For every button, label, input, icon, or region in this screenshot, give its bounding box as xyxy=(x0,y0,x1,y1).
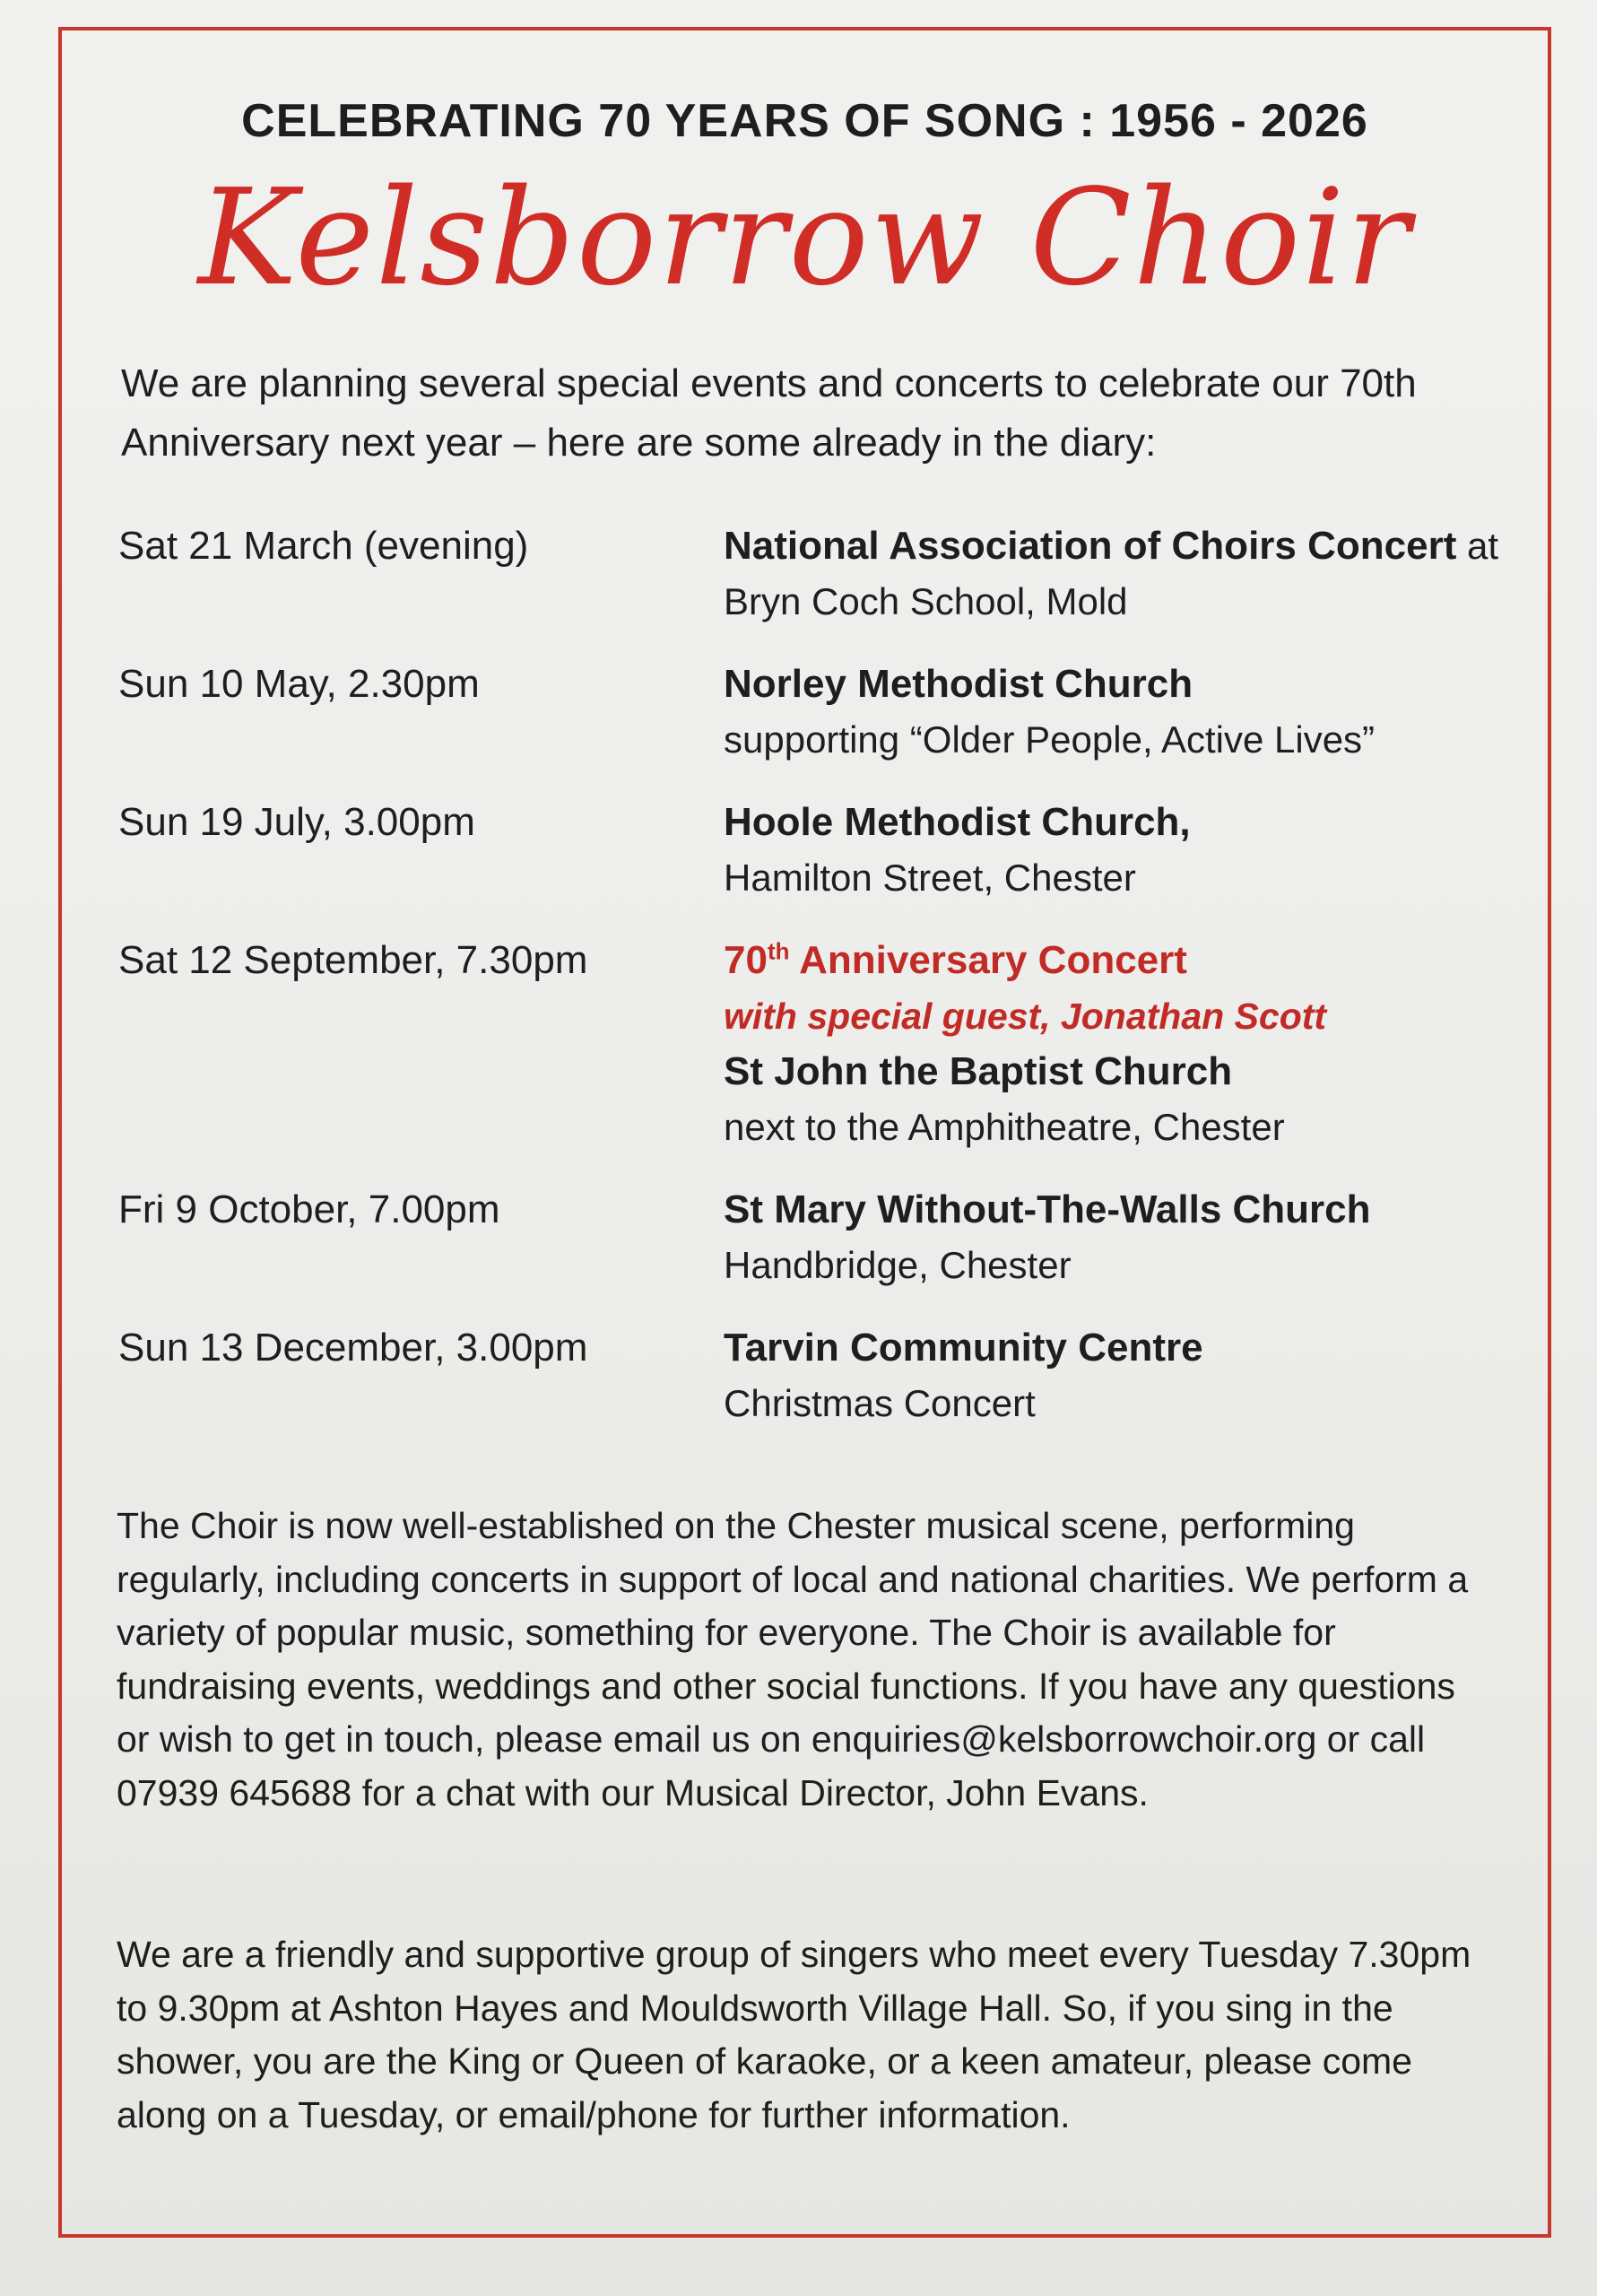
event-venue: Norley Methodist Church xyxy=(724,662,1193,706)
anniversary-concert-title xyxy=(724,933,1517,988)
event-detail: Hamilton Street, Chester xyxy=(724,857,1136,899)
event-details xyxy=(724,1182,1517,1293)
about-paragraph: The Choir is now well-established on the Chester musical scene, performing regularly, including concerts in support of local and national charities. We perform a variety of popular music, something for everyone. The Choir is available for fundraising events, weddings and other social functions. If you have any questions or wish to get in touch, please email us on enquiries@kelsborrowchoir.org or call 07939 645688 for a chat with our Musical Director, John Evans. xyxy=(117,1505,1469,1813)
event-venue: Tarvin Community Centre xyxy=(724,1326,1203,1370)
event-venue-location: at Bryn Coch School, Mold xyxy=(724,525,1499,622)
anniversary-headline: CELEBRATING 70 YEARS OF SONG : 1956 - 2026 xyxy=(241,95,1368,147)
anniversary-ordinal: th xyxy=(767,937,790,965)
event-detail: Handbridge, Chester xyxy=(724,1244,1072,1286)
event-details xyxy=(724,518,1517,630)
event-row xyxy=(118,1182,1517,1293)
event-venue: Hoole Methodist Church, xyxy=(724,800,1191,844)
event-date: Sun 19 July, 3.00pm xyxy=(118,800,475,844)
event-detail: Christmas Concert xyxy=(724,1382,1036,1424)
event-details xyxy=(724,933,1517,1155)
join-paragraph: We are a friendly and supportive group of singers who meet every Tuesday 7.30pm to 9.30pm at Ashton Hayes and Mouldsworth Village Hall. So, if you sing in the shower, you are the King or Queen of karaoke, or a keen amateur, please come along on a Tuesday, or email/phone for further information. xyxy=(117,1934,1471,2135)
event-row xyxy=(118,1320,1517,1431)
event-details xyxy=(724,1320,1517,1431)
intro-text: We are planning several special events and concerts to celebrate our 70th Anniversary next year – here are some already in the diary: xyxy=(121,361,1417,465)
event-venue: St Mary Without-The-Walls Church xyxy=(724,1187,1371,1231)
event-venue: National Association of Choirs Concert xyxy=(724,524,1457,568)
event-details xyxy=(724,657,1517,768)
event-detail: next to the Amphitheatre, Chester xyxy=(724,1106,1285,1148)
anniversary-number: 70 xyxy=(724,938,768,982)
choir-name-title: Kelsborrow Choir xyxy=(197,161,1412,315)
event-date: Sun 13 December, 3.00pm xyxy=(118,1326,588,1370)
event-date: Sun 10 May, 2.30pm xyxy=(118,662,480,706)
events-list xyxy=(118,518,1517,1458)
event-row xyxy=(118,657,1517,768)
event-date: Fri 9 October, 7.00pm xyxy=(118,1187,500,1231)
event-detail: supporting “Older People, Active Lives” xyxy=(724,718,1376,761)
event-row xyxy=(118,518,1517,630)
event-row xyxy=(118,795,1517,906)
event-details xyxy=(724,795,1517,906)
anniversary-title-text: Anniversary Concert xyxy=(789,938,1187,982)
event-venue: St John the Baptist Church xyxy=(724,1049,1233,1093)
event-date: Sat 21 March (evening) xyxy=(118,524,529,568)
event-row-anniversary xyxy=(118,933,1517,1155)
event-date: Sat 12 September, 7.30pm xyxy=(118,938,588,982)
special-guest: with special guest, Jonathan Scott xyxy=(724,996,1327,1037)
